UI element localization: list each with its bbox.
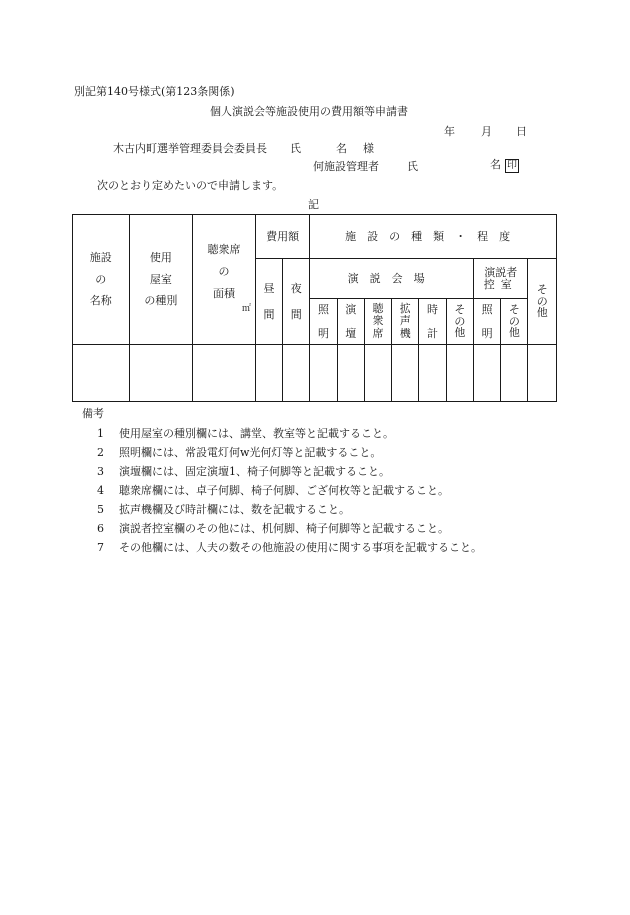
note-number: 3 xyxy=(97,465,104,478)
header-seat-line2: の xyxy=(218,265,230,278)
header-other-1: そ xyxy=(536,283,548,297)
header-seat-unit: ㎡ xyxy=(241,304,251,315)
applicant-mei: 名 xyxy=(490,158,501,171)
venue-other-1: そ xyxy=(454,303,466,317)
note-number: 6 xyxy=(97,522,104,535)
room-other-2: の xyxy=(508,314,520,328)
header-daytime-1: 昼 xyxy=(263,281,275,295)
note-text: 演説者控室欄のその他には、机何脚、椅子何脚等と記載すること。 xyxy=(119,522,449,535)
note-item xyxy=(97,504,350,515)
header-room-other xyxy=(501,299,528,345)
note-text: 照明欄には、常設電灯何w光何灯等と記載すること。 xyxy=(119,446,382,459)
note-text: 使用屋室の種別欄には、講堂、教室等と記載すること。 xyxy=(119,427,394,440)
cell-venue-clock[interactable] xyxy=(419,345,446,402)
cell-room-other[interactable] xyxy=(501,345,528,402)
header-daytime-2: 間 xyxy=(263,307,275,321)
addressee-prefix: 木古内町選挙管理委員会委員長 xyxy=(113,142,267,155)
header-night-1: 夜 xyxy=(290,281,302,295)
cell-venue-podium[interactable] xyxy=(337,345,364,402)
header-speaker-room-1: 演説者 xyxy=(484,265,518,279)
header-room-type xyxy=(129,215,193,345)
cell-room-lighting[interactable] xyxy=(473,345,500,402)
header-facility-name xyxy=(73,215,130,345)
addressee-sama: 様 xyxy=(363,142,374,155)
header-seat-line3: 面積 xyxy=(213,286,236,300)
header-seat-area xyxy=(193,215,256,345)
venue-clock-1: 時 xyxy=(427,302,439,316)
note-text: 拡声機欄及び時計欄には、数を記載すること。 xyxy=(119,503,350,516)
page-title: 個人演説会等施設使用の費用額等申請書 xyxy=(210,105,408,118)
cell-night-cost[interactable] xyxy=(283,345,310,402)
header-night xyxy=(283,259,310,345)
header-facility-type: 施設の種類・程度 xyxy=(310,215,557,259)
header-other xyxy=(528,259,557,345)
venue-other-3: 他 xyxy=(454,326,466,340)
note-item xyxy=(97,542,482,553)
application-table xyxy=(72,214,557,402)
note-text: 演壇欄には、固定演壇1、椅子何脚等と記載すること。 xyxy=(119,465,390,478)
room-lighting-2: 明 xyxy=(481,326,493,340)
note-item xyxy=(97,428,394,439)
header-venue-clock xyxy=(419,299,446,345)
ki-heading: 記 xyxy=(308,198,319,211)
note-item xyxy=(97,485,449,496)
cell-venue-speaker[interactable] xyxy=(392,345,419,402)
notes-heading: 備考 xyxy=(82,407,104,420)
venue-podium-2: 壇 xyxy=(345,326,357,340)
header-seat-line1: 聴衆席 xyxy=(207,243,241,257)
cell-facility-name[interactable] xyxy=(73,345,130,402)
header-night-2: 間 xyxy=(290,307,302,321)
cell-seat-area[interactable] xyxy=(193,345,256,402)
header-speaker-room-2: 控室 xyxy=(483,277,518,291)
applicant-label: 何施設管理者 xyxy=(313,160,379,173)
venue-speaker-text: 拡声機 xyxy=(399,301,411,340)
venue-clock-2: 計 xyxy=(427,326,439,340)
date-year: 年 xyxy=(444,125,455,138)
header-venue-podium xyxy=(337,299,364,345)
venue-other-2: の xyxy=(454,314,466,328)
note-number: 5 xyxy=(97,503,104,516)
header-speaker-room xyxy=(473,259,528,299)
header-venue-speaker xyxy=(392,299,419,345)
header-room-line1: 使用 xyxy=(149,251,172,265)
room-other-1: そ xyxy=(508,303,520,317)
room-other-3: 他 xyxy=(508,326,520,340)
header-venue-other xyxy=(446,299,473,345)
venue-podium-1: 演 xyxy=(345,302,357,316)
cell-daytime-cost[interactable] xyxy=(255,345,282,402)
header-room-line2: 屋室 xyxy=(149,272,172,286)
applicant-shi: 氏 xyxy=(407,160,418,173)
header-other-2: の xyxy=(536,294,548,308)
room-lighting-1: 照 xyxy=(481,302,493,316)
addressee-mei: 名 xyxy=(336,142,347,155)
date-day: 日 xyxy=(516,125,527,138)
note-item xyxy=(97,447,381,458)
note-item xyxy=(97,523,449,534)
cell-room-type[interactable] xyxy=(129,345,193,402)
cell-venue-audience[interactable] xyxy=(364,345,391,402)
header-room-line3: の種別 xyxy=(144,294,178,308)
note-number: 2 xyxy=(97,446,104,459)
note-number: 1 xyxy=(97,427,104,440)
form-reference: 別記第140号様式(第123条関係) xyxy=(74,85,235,98)
intro-text: 次のとおり定めたいので申請します。 xyxy=(97,179,284,192)
venue-lighting-1: 照 xyxy=(317,302,329,316)
note-number: 7 xyxy=(97,541,104,554)
venue-audience-text: 聴衆席 xyxy=(372,301,384,340)
header-cost: 費用額 xyxy=(255,215,310,259)
addressee-shi: 氏 xyxy=(290,142,301,155)
header-other-3: 他 xyxy=(536,306,548,320)
header-venue: 演説会場 xyxy=(310,259,474,299)
header-facility-line1: 施設 xyxy=(89,251,112,265)
note-number: 4 xyxy=(97,484,104,497)
date-month: 月 xyxy=(481,125,492,138)
header-facility-line3: 名称 xyxy=(89,294,112,308)
venue-lighting-2: 明 xyxy=(317,326,329,340)
table-row xyxy=(73,345,557,402)
applicant-name-and-seal xyxy=(490,159,519,173)
header-daytime xyxy=(255,259,282,345)
header-venue-audience xyxy=(364,299,391,345)
seal-box: 印 xyxy=(507,160,517,171)
header-facility-line2: の xyxy=(95,272,107,286)
cell-venue-other[interactable] xyxy=(446,345,473,402)
header-room-lighting xyxy=(473,299,500,345)
cell-venue-lighting[interactable] xyxy=(310,345,337,402)
note-item xyxy=(97,466,390,477)
note-text: 聴衆席欄には、卓子何脚、椅子何脚、ござ何枚等と記載すること。 xyxy=(119,484,449,497)
header-venue-lighting xyxy=(310,299,337,345)
note-text: その他欄には、人夫の数その他施設の使用に関する事項を記載すること。 xyxy=(119,541,482,554)
cell-other[interactable] xyxy=(528,345,557,402)
